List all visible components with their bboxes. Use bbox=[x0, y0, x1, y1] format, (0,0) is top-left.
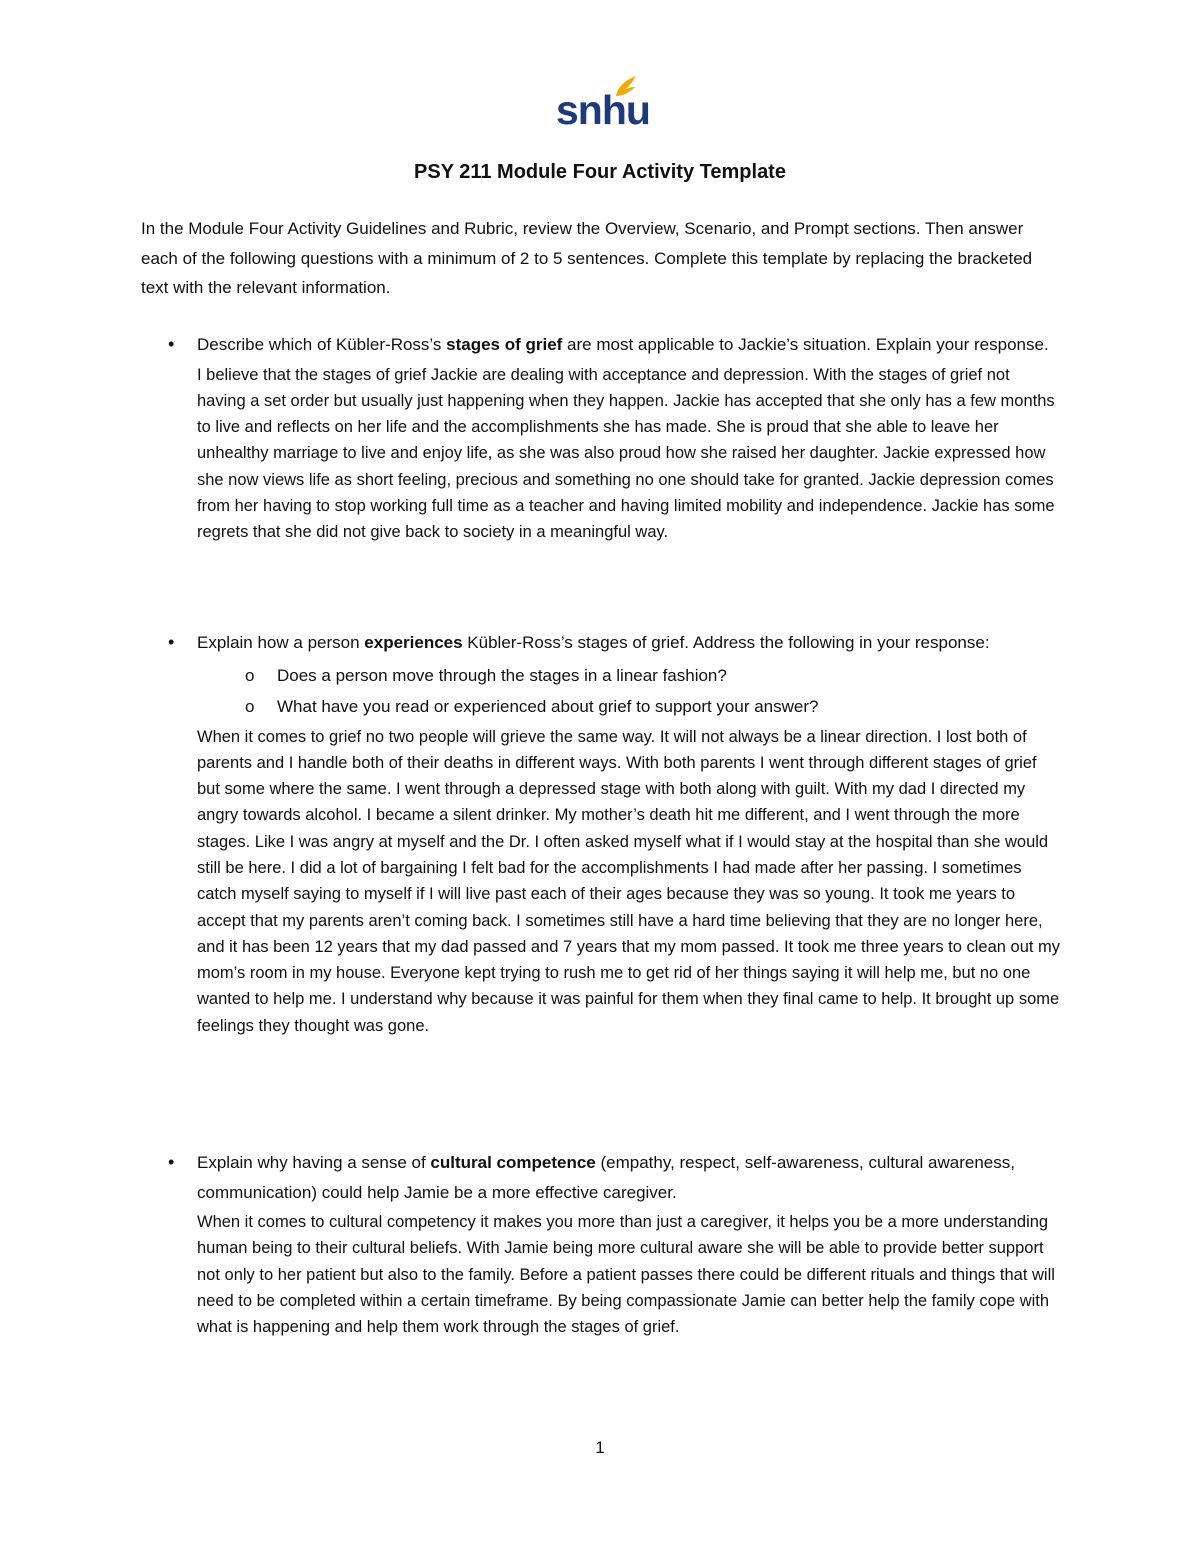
question-text-post: Kübler-Ross’s stages of grief. Address the following in your response: bbox=[462, 633, 990, 652]
intro-paragraph: In the Module Four Activity Guidelines and Rubric, review the Overview, Scenario, and Prompt sections. Then answer each of the following questions with a minimum of 2 to 5 sentences. Complete this template by replacing the bracketed text with the relevant information. bbox=[141, 219, 1033, 297]
page-title: PSY 211 Module Four Activity Template bbox=[414, 161, 786, 183]
page-number: 1 bbox=[595, 1438, 605, 1457]
question-text bbox=[197, 1148, 1061, 1207]
question-keyword: cultural competence bbox=[430, 1153, 596, 1172]
bullet-marker: • bbox=[168, 334, 175, 354]
question-text bbox=[197, 330, 1061, 360]
question-text bbox=[197, 628, 1061, 658]
answer-text: When it comes to grief no two people will grieve the same way. It will not always be a linear direction. I lost both of parents and I handle both of their deaths in different ways. With both parents I went through different stages of grief but some where the same. I went through a depressed stage with both along with guilt. With my dad I directed my angry towards alcohol. I became a silent drinker. My mother’s death hit me different, and I went through the more stages. Like I was angry at myself and the Dr. I often asked myself what if I would stay at the hospital than she would still be here. I did a lot of bargaining I felt bad for the accomplishments I had made after her passing. I sometimes catch myself saying to myself if I will live past each of their ages because they was so young. It took me years to accept that my parents aren’t coming back. I sometimes still have a hard time believing that they are no longer here, and it has been 12 years that my dad passed and 7 years that my mom passed. It took me three years to clean out my mom’s room in my house. Everyone kept trying to rush me to get rid of her things saying it will help me, but no one wanted to help me. I understand why because it was painful for them when they final came to help. It brought up some feelings they thought was gone. bbox=[197, 727, 1061, 1035]
sub-question-list bbox=[245, 660, 1061, 722]
question-text-post: (empathy, respect, self-awareness, cultural awareness, communication) could help Jamie be a more effective caregiver. bbox=[197, 1153, 1015, 1202]
logo-wordmark: snhu bbox=[556, 87, 650, 133]
snhu-logo bbox=[556, 74, 650, 133]
answer-text: I believe that the stages of grief Jackie are dealing with acceptance and depression. With the stages of grief not having a set order but usually just happening when they happen. Jackie has accepted that she only has a few months to live and reflects on her life and the accomplishments she has made. She is proud that she able to leave her unhealthy marriage to live and enjoy life, as she was also proud how she raised her daughter. Jackie expressed how she now views life as short feeling, precious and something no one should take for granted. Jackie depression comes from her having to stop working full time as a teacher and having limited mobility and independence. Jackie has some regrets that she did not give back to society in a meaningful way. bbox=[197, 365, 1055, 542]
bullet-marker: • bbox=[168, 1152, 175, 1172]
bullet-marker: • bbox=[168, 632, 175, 652]
question-keyword: experiences bbox=[364, 633, 463, 652]
question-text-pre: Describe which of Kübler-Ross’s bbox=[197, 335, 447, 354]
question-text-pre: Explain how a person bbox=[197, 633, 365, 652]
sub-question-item bbox=[245, 691, 1061, 722]
sub-bullet-marker: o bbox=[245, 665, 255, 685]
question-item-1 bbox=[141, 330, 1061, 546]
question-item-2 bbox=[141, 628, 1061, 1039]
sub-bullet-marker: o bbox=[245, 696, 255, 716]
sub-question-text: What have you read or experienced about grief to support your answer? bbox=[277, 696, 819, 716]
sub-question-item bbox=[245, 660, 1061, 691]
sub-question-text: Does a person move through the stages in a linear fashion? bbox=[277, 665, 727, 685]
question-item-3 bbox=[141, 1148, 1061, 1340]
question-text-post: are most applicable to Jackie’s situation. Explain your response. bbox=[562, 335, 1049, 354]
answer-text: When it comes to cultural competency it makes you more than just a caregiver, it helps you be a more understanding human being to their cultural beliefs. With Jamie being more cultural aware she will be able to provide better support not only to her patient but also to the family. Before a patient passes there could be different rituals and things that will need to be completed within a certain timeframe. By being compassionate Jamie can better help the family cope with what is happening and help them work through the stages of grief. bbox=[197, 1213, 1055, 1337]
question-text-pre: Explain why having a sense of bbox=[197, 1153, 431, 1172]
question-keyword: stages of grief bbox=[446, 335, 563, 354]
